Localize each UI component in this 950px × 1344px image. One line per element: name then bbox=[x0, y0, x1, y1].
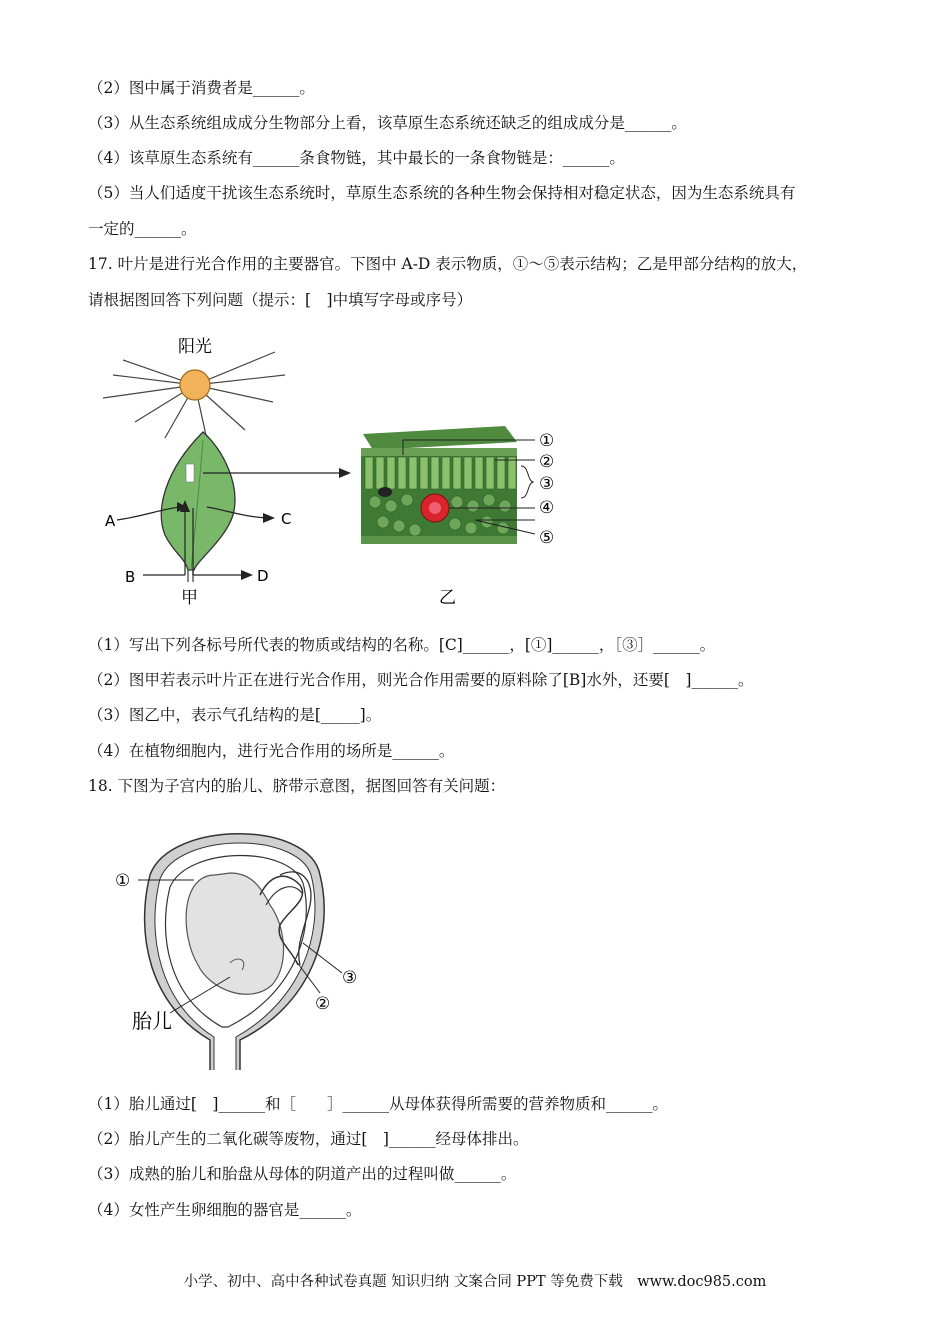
callout-2: ② bbox=[539, 452, 555, 472]
q16-part5-cont: 一定的______。 bbox=[88, 220, 197, 238]
fetus-callout-3: ③ bbox=[342, 968, 358, 988]
fetus-callout-1: ① bbox=[115, 871, 131, 891]
q16-part5: （5）当人们适度干扰该生态系统时，草原生态系统的各种生物会保持相对稳定状态，因为生态系统具有 bbox=[88, 184, 796, 202]
q18-part1: （1）胎儿通过[ ]______和［ ］______从母体获得所需要的营养物质和______。 bbox=[88, 1095, 668, 1113]
q17-part2: （2）图甲若表示叶片正在进行光合作用，则光合作用需要的原料除了[B]水外，还要[ ]______。 bbox=[88, 671, 754, 689]
fetus-callout-2: ② bbox=[315, 994, 331, 1014]
q17-stem: 17. 叶片是进行光合作用的主要器官。下图中 A-D 表示物质，①～⑤表示结构；乙是甲部分结构的放大， bbox=[88, 255, 808, 273]
label-d: D bbox=[257, 567, 269, 585]
label-a: A bbox=[105, 512, 116, 530]
callout-4: ④ bbox=[539, 498, 555, 518]
callout-5: ⑤ bbox=[539, 528, 555, 548]
callout-1: ① bbox=[539, 431, 555, 451]
fetus-figure bbox=[110, 815, 390, 1075]
label-jia: 甲 bbox=[181, 588, 198, 608]
q18-part4: （4）女性产生卵细胞的器官是______。 bbox=[88, 1201, 362, 1219]
page-footer: 小学、初中、高中各种试卷真题 知识归纳 文案合同 PPT 等免费下载 www.doc985.com bbox=[183, 1274, 767, 1290]
fetus-label: 胎儿 bbox=[132, 1009, 172, 1033]
label-b: B bbox=[125, 568, 136, 586]
q17-part3: （3）图乙中，表示气孔结构的是[_____]。 bbox=[88, 706, 382, 724]
q17-stem-cont: 请根据图回答下列问题（提示：[ ]中填写字母或序号） bbox=[88, 291, 473, 309]
callout-3: ③ bbox=[539, 474, 555, 494]
q18-stem: 18. 下图为子宫内的胎儿、脐带示意图，据图回答有关问题： bbox=[88, 777, 506, 795]
q17-part1: （1）写出下列各标号所代表的物质或结构的名称。[C]______，[①]______，［③］______。 bbox=[88, 636, 716, 654]
leaf-figure bbox=[95, 330, 575, 615]
sun-label: 阳光 bbox=[178, 337, 212, 357]
label-yi: 乙 bbox=[439, 588, 456, 608]
q16-part2: （2）图中属于消费者是______。 bbox=[88, 79, 315, 97]
label-c: C bbox=[281, 510, 292, 528]
q16-part3: （3）从生态系统组成成分生物部分上看，该草原生态系统还缺乏的组成成分是______。 bbox=[88, 114, 687, 132]
q17-part4: （4）在植物细胞内，进行光合作用的场所是______。 bbox=[88, 742, 455, 760]
q18-part2: （2）胎儿产生的二氧化碳等废物，通过[ ]______经母体排出。 bbox=[88, 1130, 529, 1148]
q18-part3: （3）成熟的胎儿和胎盘从母体的阴道产出的过程叫做______。 bbox=[88, 1165, 517, 1183]
leaf-cross-section bbox=[361, 426, 517, 544]
q16-part4: （4）该草原生态系统有______条食物链，其中最长的一条食物链是：______。 bbox=[88, 149, 625, 167]
